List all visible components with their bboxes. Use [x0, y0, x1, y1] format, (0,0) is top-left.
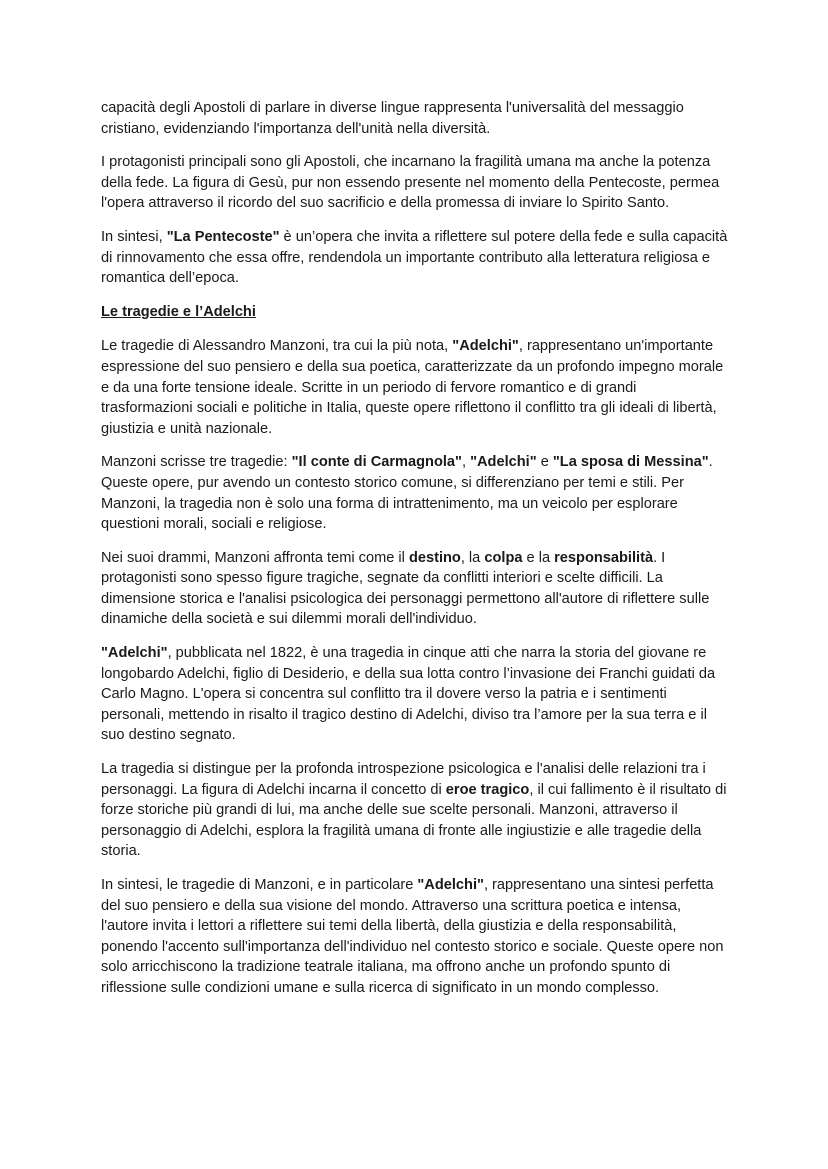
text-run: è un’opera che invita a riflettere sul potere della fede e sulla capacità di rinnovamento che essa offre, rendendola un importante contributo alla letteratura religiosa e romantica dell’epoca. — [101, 228, 728, 287]
text-run: e la — [522, 549, 555, 566]
text-run: Le tragedie di Alessandro Manzoni, tra cui la più nota, — [101, 338, 453, 355]
bold-run: "Adelchi" — [452, 338, 519, 355]
heading-text: Le tragedie e l’Adelchi — [101, 303, 256, 320]
text-run: , pubblicata nel 1822, è una tragedia in cinque atti che narra la storia del giovane re longobardo Adelchi, figlio di Desiderio, e della sua lotta contro l’invasione dei Franchi guidati da Carlo Magno. L'opera si concentra sul conflitto tra il dovere verso la patria e i sentimenti personali, mettendo in risalto il tragico destino di Adelchi, diviso tra l’amore per la sua terra e il suo destino segnato. — [101, 645, 716, 744]
paragraph-temi — [101, 548, 731, 630]
text-run: In sintesi, — [101, 228, 167, 245]
text-run: Nei suoi drammi, Manzoni affronta temi come il — [101, 549, 409, 566]
bold-run: destino — [408, 549, 461, 566]
bold-run: "Il conte di Carmagnola" — [291, 454, 462, 471]
paragraph-tragedie-intro — [101, 336, 731, 439]
bold-run: "Adelchi" — [417, 877, 484, 893]
text-run: La tragedia si distingue per la profonda introspezione psicologica e l'analisi delle relazioni tra i personaggi. La figura di Adelchi incarna il concetto di — [101, 761, 706, 798]
bold-run: "La Pentecoste" — [166, 228, 280, 245]
text-run: . I protagonisti sono spesso figure tragiche, segnate da conflitti interiori e scelte difficili. La dimensione storica e l'analisi psicologica dei personaggi permettono all'autore di riflettere sulle dinamiche della società e sui dilemmi morali dell'individuo. — [101, 549, 710, 628]
text-run: , la — [460, 549, 485, 566]
text-run: capacità degli Apostoli di parlare in diverse lingue rappresenta l'universalità del messaggio cristiano, evidenziando l'importanza dell'unità nella diversità. — [101, 100, 684, 137]
text-run: In sintesi, le tragedie di Manzoni, e in particolare — [101, 877, 418, 893]
text-run: , rappresentano un'importante espressione del suo pensiero e della sua poetica, caratterizzate da un profondo impegno morale e da una forte tensione ideale. Scritte in un periodo di fervore romantico e di grandi trasformazioni sociali e politiche in Italia, queste opere riflettono il conflitto tra gli ideali di libertà, giustizia e unità nazionale. — [101, 338, 724, 437]
bold-run: responsabilità — [554, 549, 654, 566]
text-run: I protagonisti principali sono gli Apostoli, che incarnano la fragilità umana ma anche la potenza della fede. La figura di Gesù, pur non essendo presente nel momento della Pentecoste, permea l'opera attraverso il ricordo del suo sacrificio e della promessa di inviare lo Spirito Santo. — [101, 154, 720, 212]
paragraph-pentecoste-apostoli — [101, 98, 731, 139]
paragraph-protagonisti — [101, 152, 731, 214]
paragraph-tre-tragedie — [101, 452, 731, 534]
text-run: , il cui fallimento è il risultato di forze storiche più grandi di lui, ma anche delle sue scelte personali. Manzoni, attraverso il personaggio di Adelchi, esplora la fragilità umana di fronte alle ingiustizie e alle tragedie della storia. — [101, 781, 727, 860]
text-run: e — [536, 454, 553, 471]
paragraph-sintesi-tragedie — [101, 875, 731, 999]
paragraph-introspezione — [101, 759, 731, 862]
paragraph-adelchi — [101, 643, 731, 746]
text-run: Manzoni scrisse tre tragedie: — [101, 454, 292, 471]
bold-run: colpa — [484, 549, 523, 566]
text-run: , — [461, 454, 471, 471]
bold-run: "La sposa di Messina" — [552, 454, 709, 471]
paragraph-sintesi-pentecoste — [101, 227, 731, 289]
text-run: . Queste opere, pur avendo un contesto storico comune, si differenziano per temi e stili. Per Manzoni, la tragedia non è solo una forma di intrattenimento, ma un veicolo per esplorare questioni morali, sociali e religiose. — [101, 454, 713, 533]
bold-run: "Adelchi" — [101, 645, 168, 662]
section-heading — [101, 302, 731, 323]
bold-run: eroe tragico — [445, 781, 530, 798]
text-run: , rappresentano una sintesi perfetta del suo pensiero e della sua visione del mondo. Attraverso una scrittura poetica e intensa, l'autore invita i lettori a riflettere sui temi della libertà, della giustizia e della responsabilità, ponendo l'accento sull'importanza dell'individuo nel contesto storico e sociale. Queste opere non solo arricchiscono la tradizione teatrale italiana, ma offrono anche un profondo spunto di riflessione sulle condizioni umane e sulla ricerca di significato in un mondo complesso. — [101, 877, 724, 996]
document-page — [101, 98, 731, 1012]
bold-run: "Adelchi" — [470, 454, 537, 471]
